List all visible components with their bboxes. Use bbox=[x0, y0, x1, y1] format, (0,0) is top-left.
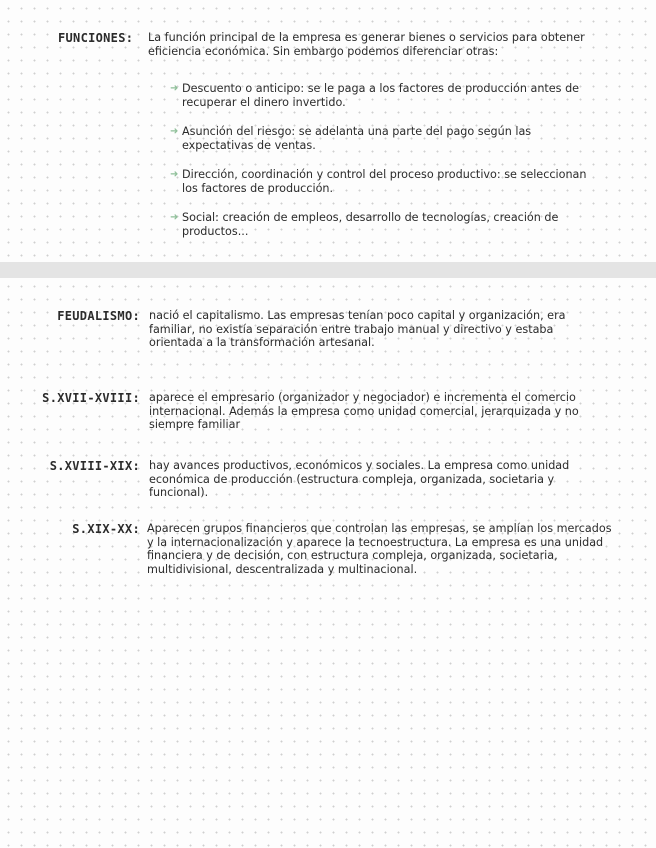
period-label-feudalismo: FEUDALISMO: bbox=[57, 309, 140, 323]
note-page-top bbox=[0, 0, 656, 262]
period-text-xix-xx: Aparecen grupos financieros que controlan las empresas, se amplían los mercados y la internacionalización y aparece la tecnoestructura. La empresa es una unidad financiera y de decisión, con estructura compleja, organizada, societaria, multidivisional, descentralizada y multinacional. bbox=[147, 522, 612, 576]
period-text-xvii-xviii: aparece el empresario (organizador y negociador) e incrementa el comercio internacional. Además la empresa como unidad comercial, jerarquizada y no siempre familiar bbox=[149, 391, 579, 431]
list-item bbox=[170, 211, 590, 238]
list-item bbox=[170, 168, 590, 195]
list-item bbox=[170, 125, 590, 152]
period-text-xviii-xix: hay avances productivos, económicos y sociales. La empresa como unidad económica de producción (estructura compleja, organizada, societaria y funcional). bbox=[149, 459, 570, 499]
list-item-text: Descuento o anticipo: se le paga a los factores de producción antes de recuperar el dinero invertido. bbox=[182, 82, 580, 109]
period-label-xvii-xviii: S.XVII-XVIII: bbox=[42, 391, 140, 405]
arrow-bullet-icon: ➜ bbox=[170, 83, 179, 94]
list-item bbox=[170, 82, 590, 109]
arrow-bullet-icon: ➜ bbox=[170, 169, 179, 180]
arrow-bullet-icon: ➜ bbox=[170, 126, 179, 137]
period-label-xviii-xix: S.XVIII-XIX: bbox=[49, 459, 140, 473]
note-page-bottom bbox=[0, 278, 656, 848]
funciones-label: FUNCIONES: bbox=[58, 31, 134, 45]
period-label-xix-xx: S.XIX-XX: bbox=[72, 522, 140, 536]
list-item-text: Dirección, coordinación y control del proceso productivo: se seleccionan los factores de producción. bbox=[182, 168, 587, 195]
page-divider bbox=[0, 262, 656, 278]
funciones-intro: La función principal de la empresa es generar bienes o servicios para obtener eficiencia económica. Sin embargo podemos diferenciar otras: bbox=[148, 31, 585, 58]
list-item-text: Social: creación de empleos, desarrollo de tecnologías, creación de productos... bbox=[182, 211, 559, 238]
list-item-text: Asunción del riesgo: se adelanta una parte del pago según las expectativas de ventas. bbox=[182, 125, 532, 152]
funciones-list bbox=[170, 82, 590, 254]
period-text-feudalismo: nació el capitalismo. Las empresas tenían poco capital y organización, era familiar, no existía separación entre trabajo manual y directivo y estaba orientada a la transformación artesanal. bbox=[149, 309, 566, 349]
arrow-bullet-icon: ➜ bbox=[170, 212, 179, 223]
